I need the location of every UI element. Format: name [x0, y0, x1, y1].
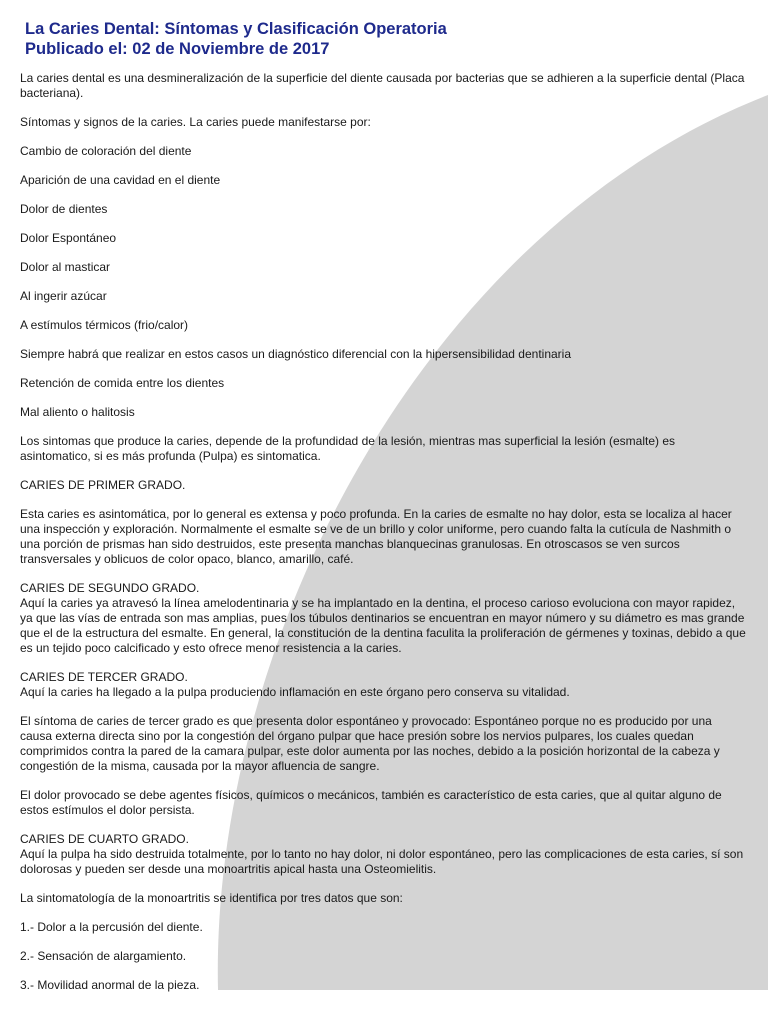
- grade4-paragraph: Aquí la pulpa ha sido destruida totalmente, por lo tanto no hay dolor, ni dolor espontáneo, pero las complicaciones de esta caries, sí son dolorosas y pueden ser desde una monoartritis apical hasta una Osteomielitis.: [20, 847, 744, 876]
- monoarthritis-sign: 1.- Dolor a la percusión del diente.: [20, 920, 203, 934]
- monoarthritis-intro: La sintomatología de la monoartritis se identifica por tres datos que son:: [20, 891, 403, 905]
- grade4-heading: CARIES DE CUARTO GRADO.: [20, 832, 189, 846]
- symptom-item: Dolor de dientes: [20, 202, 108, 216]
- grade2-heading: CARIES DE SEGUNDO GRADO.: [20, 581, 200, 595]
- symptom-item: Siempre habrá que realizar en estos casos un diagnóstico diferencial con la hipersensibilidad dentinaria: [20, 347, 571, 361]
- document-header: [25, 19, 447, 59]
- document-title: La Caries Dental: Síntomas y Clasificación Operatoria: [25, 20, 447, 38]
- symptom-item: A estímulos térmicos (frio/calor): [20, 318, 189, 332]
- symptom-item: Al ingerir azúcar: [20, 289, 107, 303]
- intro-paragraph: La caries dental es una desmineralización de la superficie del diente causada por bacterias que se adhieren a la superficie dental (Placa bacteriana).: [20, 71, 745, 100]
- document-body: [20, 71, 746, 993]
- grade3-paragraph: Aquí la caries ha llegado a la pulpa produciendo inflamación en este órgano pero conserva su vitalidad.: [20, 685, 570, 699]
- symptom-item: Dolor Espontáneo: [20, 231, 117, 245]
- publication-date: Publicado el: 02 de Noviembre de 2017: [25, 40, 330, 58]
- grade3-provoked-paragraph: El dolor provocado se debe agentes físicos, químicos o mecánicos, también es característico de esta caries, que al quitar alguno de estos estímulos el dolor persista.: [20, 788, 722, 817]
- grade3-heading: CARIES DE TERCER GRADO.: [20, 670, 188, 684]
- monoarthritis-sign: 2.- Sensación de alargamiento.: [20, 949, 187, 963]
- symptom-item: Mal aliento o halitosis: [20, 405, 135, 419]
- symptoms-heading: Síntomas y signos de la caries. La caries puede manifestarse por:: [20, 115, 371, 129]
- symptom-item: Aparición de una cavidad en el diente: [20, 173, 221, 187]
- symptom-item: Retención de comida entre los dientes: [20, 376, 225, 390]
- grade3-symptom-paragraph: El síntoma de caries de tercer grado es que presenta dolor espontáneo y provocado: Espontáneo porque no es producido por una causa externa directa sino por la congestión del órgano pulpar que hace presión sobre los nervios pulpares, los cuales quedan comprimidos contra la pared de la camara pulpar, este dolor aumenta por las noches, debido a la posición horizontal de la cabeza y congestión de la misma, causada por la mayor afluencia de sangre.: [20, 714, 720, 773]
- grade2-paragraph: Aquí la caries ya atravesó la línea amelodentinaria y se ha implantado en la dentina, el proceso carioso evoluciona con mayor rapidez, ya que las vías de entrada son mas amplias, pues los túbulos dentinarios se encuentran en mayor número y su diámetro es mas grande que el de la estructura del esmalte. En general, la constitución de la dentina faculita la proliferación de gérmenes y toxinas, debido a que es un tejido poco calcificado y esto ofrece menor resistencia a la caries.: [20, 596, 746, 655]
- symptom-item: Dolor al masticar: [20, 260, 111, 274]
- symptoms-depth-paragraph: Los sintomas que produce la caries, depende de la profundidad de la lesión, mientras mas superficial la lesión (esmalte) es asintomatico, si es más profunda (Pulpa) es sintomatica.: [20, 434, 676, 463]
- monoarthritis-sign: 3.- Movilidad anormal de la pieza.: [20, 978, 200, 992]
- symptom-item: Cambio de coloración del diente: [20, 144, 192, 158]
- grade1-paragraph: Esta caries es asintomática, por lo general es extensa y poco profunda. En la caries de esmalte no hay dolor, esta se localiza al hacer una inspección y exploración. Normalmente el esmalte se ve de un brillo y color uniforme, pero cuando falta la cutícula de Nashmith o una porción de prismas han sido destruidos, este presenta manchas blanquecinas granulosas. En otroscasos se ven surcos transversales y oblicuos de color opaco, blanco, amarillo, café.: [20, 507, 732, 566]
- grade1-heading: CARIES DE PRIMER GRADO.: [20, 478, 186, 492]
